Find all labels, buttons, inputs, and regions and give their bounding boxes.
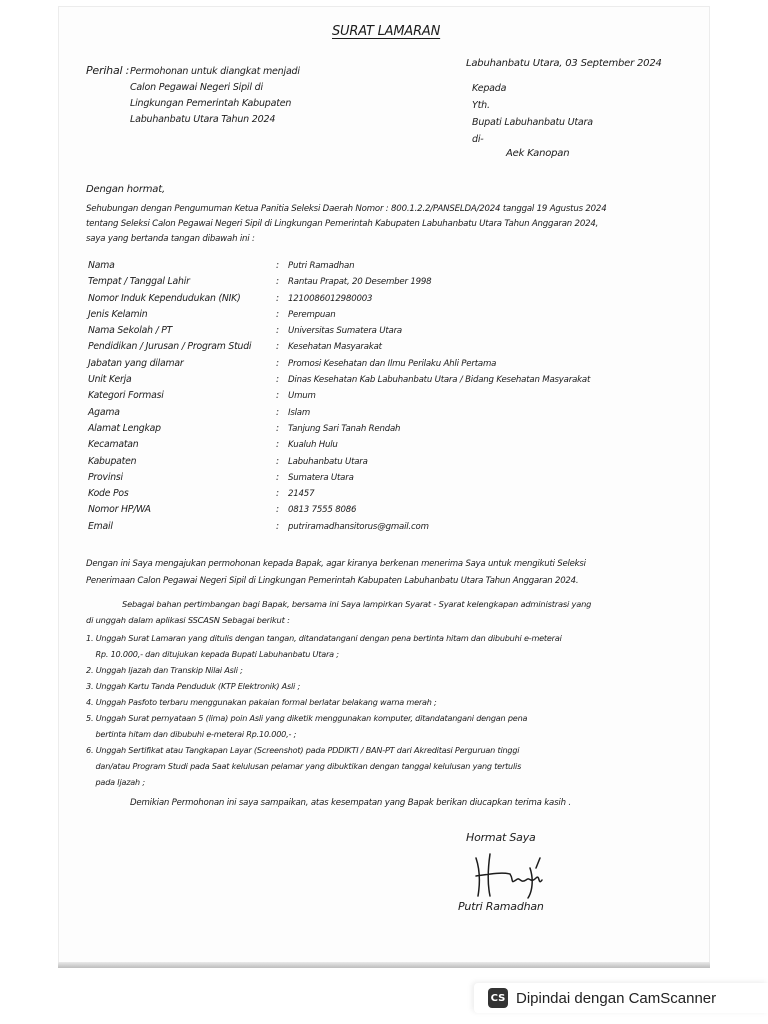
requirement-line: 1. Unggah Surat Lamaran yang ditulis dengan tangan, ditandatangani dengan pena bertinta hitam dan dibubuhi e-meterai — [86, 633, 562, 643]
field-label: Nomor HP/WA — [88, 504, 151, 516]
greeting: Dengan hormat, — [86, 184, 165, 195]
watermark-text: Dipindai dengan CamScanner — [516, 989, 717, 1007]
field-label: Jabatan yang dilamar — [88, 357, 184, 369]
field-label: Tempat / Tanggal Lahir — [88, 276, 190, 288]
field-value: Dinas Kesehatan Kab Labuhanbatu Utara / Bidang Kesehatan Masyarakat — [288, 375, 591, 386]
field-label: Kabupaten — [88, 455, 137, 467]
closing-sentence: Demikian Permohonan ini saya sampaikan, atas kesempatan yang Bapak berikan diucapkan terima kasih . — [130, 798, 571, 808]
field-colon: : — [276, 260, 279, 271]
subject-line: Calon Pegawai Negeri Sipil di — [130, 82, 263, 93]
field-value: Putri Ramadhan — [288, 261, 355, 271]
field-colon: : — [276, 308, 279, 320]
field-value: Islam — [288, 407, 311, 418]
intro-line: Sehubungan dengan Pengumuman Ketua Panitia Seleksi Daerah Nomor : 800.1.2.2/PANSELDA/2024 tanggal 19 Agustus 2024 — [86, 204, 607, 214]
requirement-line: 3. Unggah Kartu Tanda Penduduk (KTP Elektronik) Asli ; — [86, 681, 300, 691]
field-value: Tanjung Sari Tanah Rendah — [288, 423, 401, 434]
sign-closing: Hormat Saya — [466, 831, 536, 844]
field-label: Jenis Kelamin — [88, 308, 148, 320]
field-value: Universitas Sumatera Utara — [288, 326, 402, 337]
camscanner-logo-icon: CS — [488, 988, 508, 1008]
field-colon: : — [276, 439, 279, 451]
field-colon: : — [276, 325, 279, 337]
field-value: 21457 — [288, 489, 315, 500]
field-colon: : — [276, 357, 279, 369]
intro-line: saya yang bertanda tangan dibawah ini : — [86, 234, 255, 244]
recipient-line: Yth. — [472, 100, 490, 111]
requirement-line: 6. Unggah Sertifikat atau Tangkapan Layar (Screenshot) pada PDDIKTI / BAN-PT dari Akreditasi Perguruan tinggi — [86, 745, 520, 755]
request-line: Penerimaan Calon Pegawai Negeri Sipil di Lingkungan Pemerintah Kabupaten Labuhanbatu Utara Tahun Anggaran 2024. — [86, 576, 579, 586]
field-colon: : — [276, 390, 279, 402]
field-colon: : — [276, 292, 279, 304]
field-label: Kecamatan — [88, 439, 139, 451]
requirement-line: dan/atau Program Studi pada Saat kelulusan pelamar yang dibuktikan dengan tanggal kelulusan yang tertulis — [86, 761, 522, 771]
field-label: Kategori Formasi — [88, 390, 164, 402]
subject-line: Labuhanbatu Utara Tahun 2024 — [130, 114, 276, 125]
request-paragraph — [86, 556, 586, 590]
letter-date: Labuhanbatu Utara, 03 September 2024 — [466, 58, 662, 69]
field-label: Pendidikan / Jurusan / Program Studi — [88, 341, 252, 353]
field-label: Nama Sekolah / PT — [88, 325, 173, 337]
consideration-line: Sebagai bahan pertimbangan bagi Bapak, bersama ini Saya lampirkan Syarat - Syarat kelengkapan administrasi yang — [122, 599, 592, 609]
field-colon: : — [276, 406, 279, 418]
signer-name: Putri Ramadhan — [458, 900, 544, 913]
subject-label: Perihal : — [86, 64, 130, 77]
field-label: Alamat Lengkap — [88, 422, 161, 434]
field-label: Nomor Induk Kependudukan (NIK) — [88, 292, 241, 304]
letter-title: SURAT LAMARAN — [332, 24, 441, 39]
field-colon: : — [276, 520, 279, 532]
consideration-line: di unggah dalam aplikasi SSCASN Sebagai berikut : — [86, 615, 290, 625]
field-colon: : — [276, 276, 279, 288]
field-label: Unit Kerja — [88, 374, 132, 386]
field-value: Sumatera Utara — [288, 472, 354, 483]
scanned-page — [58, 6, 710, 968]
requirement-line: pada Ijazah ; — [86, 777, 145, 787]
field-value: 1210086012980003 — [288, 293, 373, 304]
handwritten-signature — [470, 850, 550, 900]
field-colon: : — [276, 341, 279, 353]
requirement-line: 5. Unggah Surat pernyataan 5 (lima) poin Asli yang diketik menggunakan komputer, ditandatangani dengan pena — [86, 713, 528, 723]
request-line: Dengan ini Saya mengajukan permohonan kepada Bapak, agar kiranya berkenan menerima Saya untuk mengikuti Seleksi — [86, 559, 586, 569]
field-value: putriramadhansitorus@gmail.com — [288, 521, 429, 532]
field-label: Email — [88, 520, 113, 532]
recipient-line: Kepada — [472, 83, 507, 94]
requirement-line: bertinta hitam dan dibubuhi e-meterai Rp.10.000,- ; — [86, 729, 297, 739]
recipient-place: Aek Kanopan — [506, 148, 570, 159]
requirements-list — [86, 630, 562, 790]
camscanner-watermark — [474, 983, 768, 1013]
field-colon: : — [276, 488, 279, 500]
field-colon: : — [276, 374, 279, 386]
field-value: Umum — [288, 391, 316, 402]
field-label: Agama — [88, 406, 120, 418]
field-colon: : — [276, 455, 279, 467]
field-colon: : — [276, 504, 279, 516]
field-value: Labuhanbatu Utara — [288, 456, 368, 467]
recipient-line: di- — [472, 134, 484, 145]
field-value: Kualuh Hulu — [288, 440, 338, 451]
recipient-block — [472, 80, 593, 148]
requirement-line: 4. Unggah Pasfoto terbaru menggunakan pakaian formal berlatar belakang warna merah ; — [86, 697, 437, 707]
page-edge — [58, 962, 710, 968]
field-value: Promosi Kesehatan dan Ilmu Perilaku Ahli Pertama — [288, 358, 497, 369]
requirement-line: 2. Unggah Ijazah dan Transkip Nilai Asli ; — [86, 665, 243, 675]
field-label: Provinsi — [88, 471, 123, 483]
field-colon: : — [276, 422, 279, 434]
subject-line: Permohonan untuk diangkat menjadi — [130, 66, 300, 77]
field-value: Rantau Prapat, 20 Desember 1998 — [288, 277, 432, 288]
field-label: Kode Pos — [88, 488, 129, 500]
field-label: Nama — [88, 260, 115, 271]
requirement-line: Rp. 10.000,- dan ditujukan kepada Bupati Labuhanbatu Utara ; — [86, 649, 339, 659]
intro-paragraph — [86, 202, 606, 247]
subject-line: Lingkungan Pemerintah Kabupaten — [130, 98, 292, 109]
field-value: Kesehatan Masyarakat — [288, 342, 382, 353]
consideration-paragraph — [86, 596, 591, 628]
intro-line: tentang Seleksi Calon Pegawai Negeri Sipil di Lingkungan Pemerintah Kabupaten Labuhanbatu Utara Tahun Anggaran 2024, — [86, 219, 599, 229]
recipient-line: Bupati Labuhanbatu Utara — [472, 117, 593, 128]
subject-text — [130, 64, 300, 128]
field-value: Perempuan — [288, 309, 336, 320]
field-value: 0813 7555 8086 — [288, 505, 357, 516]
field-colon: : — [276, 471, 279, 483]
